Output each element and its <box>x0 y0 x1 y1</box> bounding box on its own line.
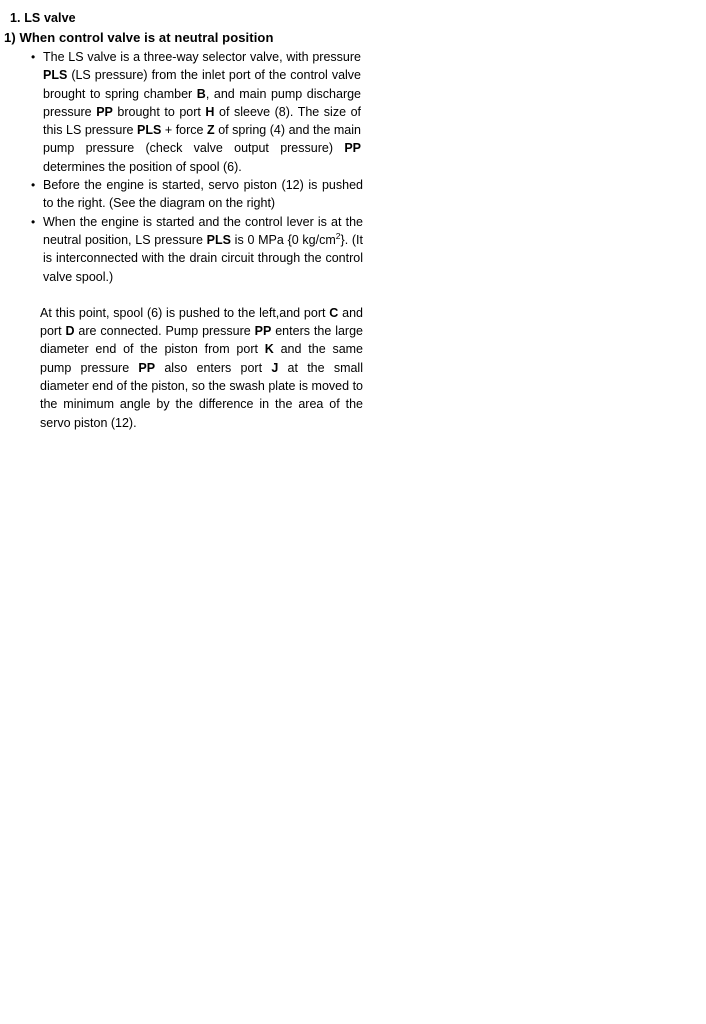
bullet-marker: • <box>31 214 36 229</box>
list-item <box>0 48 380 176</box>
paragraph-block <box>0 304 380 432</box>
bullet-marker: • <box>31 50 36 64</box>
list-item <box>0 213 380 286</box>
list-item <box>0 176 380 213</box>
page-title: 1. LS valve <box>10 11 76 25</box>
paragraph-text: At this point, spool (6) is pushed to the left,and port C and port D are connected. Pump pressure PP enters the large diameter end of the piston from port K and the same pump pressure PP also enters port J at the small diameter end of the piston, so the swash plate is moved to the minimum angle by the difference in the area of the servo piston (12). <box>40 305 364 430</box>
section-heading: 1) When control valve is at neutral position <box>4 30 274 45</box>
bullet-text-1: Before the engine is started, servo piston (12) is pushed to the right. (See the diagram on the right) <box>43 178 363 211</box>
bullet-marker: • <box>31 178 36 193</box>
bullet-text-0: The LS valve is a three-way selector valve, with pressure PLS (LS pressure) from the inlet port of the control valve brought to spring chamber B, and main pump discharge pressure PP brought to port H of sleeve (8). The size of this LS pressure PLS + force Z of spring (4) and the main pump pressure (check valve output pressure) PP determines the position of spool (6). <box>43 50 362 174</box>
body-content <box>0 48 380 432</box>
bullet-list <box>0 48 380 286</box>
bullet-text-2: When the engine is started and the control lever is at the neutral position, LS pressure PLS is 0 MPa {0 $kg/cm^2$}. (It is interconnected with the drain circuit through the control valve spool.) <box>43 214 364 284</box>
